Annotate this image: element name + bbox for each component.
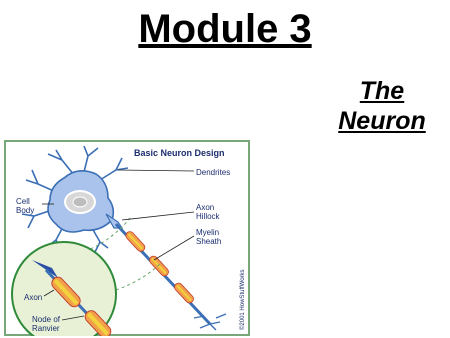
slide-subtitle xyxy=(330,76,434,136)
nucleolus xyxy=(73,197,87,207)
label-axon-hillock-1: Axon xyxy=(196,203,215,212)
subtitle-line-2: Neuron xyxy=(338,107,426,135)
label-dendrites: Dendrites xyxy=(196,168,231,177)
myelin-sheath xyxy=(124,230,146,253)
subtitle-line-1: The xyxy=(359,77,405,105)
neuron-diagram xyxy=(4,140,250,336)
label-node-1: Node of xyxy=(32,315,61,324)
myelin-sheath xyxy=(173,281,195,304)
label-myelin-sheath-1: Myelin xyxy=(196,228,220,237)
label-cell-body-1: Cell xyxy=(16,197,30,206)
label-axon: Axon xyxy=(24,293,43,302)
label-axon-hillock-2: Hillock xyxy=(196,212,220,221)
label-myelin-sheath-2: Sheath xyxy=(196,237,222,246)
myelin-sheath xyxy=(148,254,170,277)
label-cell-body-2: Body xyxy=(16,206,35,215)
label-node-2: Ranvier xyxy=(32,324,60,333)
slide-title: Module 3 xyxy=(138,7,312,51)
diagram-heading: Basic Neuron Design xyxy=(134,148,225,158)
copyright-text: ©2001 HowStuffWorks xyxy=(240,269,246,330)
